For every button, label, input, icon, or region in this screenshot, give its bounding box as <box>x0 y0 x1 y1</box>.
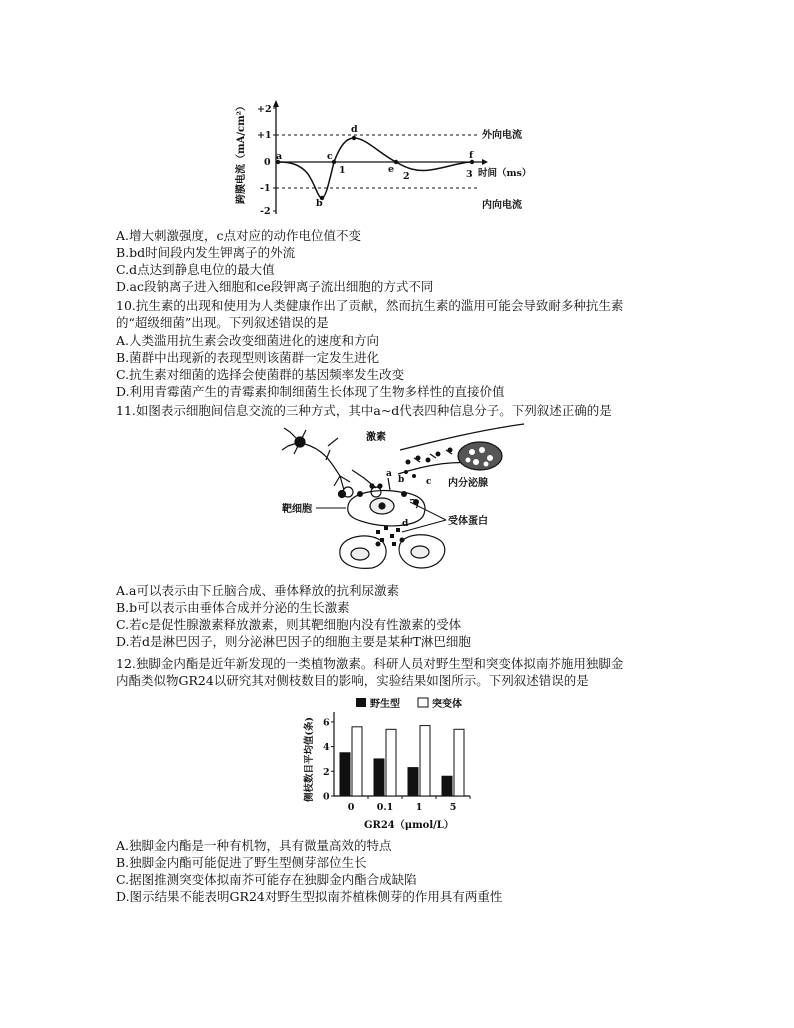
q10-option-a: A.人类滥用抗生素会改变细菌进化的速度和方向 <box>116 333 380 348</box>
lateral-branch-bar-chart <box>300 694 510 832</box>
point-label: f <box>469 150 474 161</box>
q9-option-d: D.ac段钠离子进入细胞和ce段钾离子流出细胞的方式不同 <box>116 279 434 294</box>
endocrine-gland-label: 内分泌腺 <box>448 478 488 489</box>
bar-chart-xlabel: GR24（μmol/L） <box>364 820 454 831</box>
point-label: a <box>276 151 283 162</box>
y-tick: +2 <box>257 104 272 115</box>
q11-option-a: A.a可以表示由下丘脑合成、垂体释放的抗利尿激素 <box>116 583 399 598</box>
bar-wild-type <box>408 768 418 796</box>
diagram-letter-a: a <box>386 469 392 479</box>
current-chart <box>230 98 560 220</box>
bar-mutant <box>454 729 464 796</box>
diagram-letter-c: c <box>426 477 432 487</box>
receptor-label: 受体蛋白 <box>448 516 488 527</box>
q12-option-c: C.据图推测突变体拟南芥可能存在独脚金内酯合成缺陷 <box>116 872 417 887</box>
q9-option-a: A.增大刺激强度，c点对应的动作电位值不变 <box>116 228 362 243</box>
q12-stem-line2: 内酯类似物GR24以研究其对侧枝数目的影响，实验结果如图所示。下列叙述错误的是 <box>116 673 589 688</box>
current-curve <box>278 138 472 198</box>
legend-mutant: 突变体 <box>432 699 462 710</box>
x-tick-label: 5 <box>449 802 457 813</box>
bar-mutant <box>352 727 362 796</box>
diagram-letter-b: b <box>398 475 405 485</box>
y-tick-label: 4 <box>323 742 330 754</box>
q11-option-b: B.b可以表示由垂体合成并分泌的生长激素 <box>116 600 350 615</box>
target-cell-label: 靶细胞 <box>282 504 312 515</box>
x-tick: 3 <box>466 169 473 180</box>
cell-signaling-diagram <box>280 420 530 572</box>
bar-wild-type <box>340 753 350 796</box>
q12-option-b: B.独脚金内酯可能促进了野生型侧芽部位生长 <box>116 855 367 870</box>
legend-wild-type: 野生型 <box>370 699 400 710</box>
bar-chart-ylabel: 侧枝数目平均值(条) <box>304 717 315 802</box>
point-label: c <box>327 151 333 162</box>
bar-wild-type <box>442 776 452 796</box>
x-tick-label: 0 <box>347 802 355 813</box>
y-tick: 0 <box>264 157 271 168</box>
q9-option-b: B.bd时间段内发生钾离子的外流 <box>116 245 296 260</box>
q10-stem-line2: 的“超级细菌”出现。下列叙述错误的是 <box>116 315 329 330</box>
current-chart-ylabel: 跨膜电流（mA/cm²） <box>236 100 247 204</box>
y-tick: -2 <box>260 206 271 217</box>
q10-option-d: D.利用青霉菌产生的青霉素抑制细菌生长体现了生物多样性的直接价值 <box>116 384 505 399</box>
outward-label: 外向电流 <box>482 130 522 141</box>
q10-option-b: B.菌群中出现新的表现型则该菌群一定发生进化 <box>116 350 380 365</box>
y-tick: +1 <box>257 130 272 141</box>
x-tick: 1 <box>339 165 346 176</box>
y-tick-label: 0 <box>323 791 330 803</box>
bar-mutant <box>420 726 430 796</box>
q11-option-d: D.若d是淋巴因子，则分泌淋巴因子的细胞主要是某种T淋巴细胞 <box>116 634 471 649</box>
y-tick-label: 6 <box>323 717 330 729</box>
q10-stem-line1: 10.抗生素的出现和使用为人类健康作出了贡献，然而抗生素的滥用可能会导致耐多种抗生素 <box>116 298 624 313</box>
bar-wild-type <box>374 759 384 796</box>
x-axis-label: 时间（ms） <box>478 168 532 179</box>
bar-mutant <box>386 729 396 796</box>
point-label: d <box>351 124 358 135</box>
hormone-label: 激素 <box>366 432 386 443</box>
y-tick-label: 2 <box>323 766 330 778</box>
q10-option-c: C.抗生素对细菌的选择会使菌群的基因频率发生改变 <box>116 367 405 382</box>
x-tick: 2 <box>403 171 410 182</box>
point-label: b <box>316 198 323 209</box>
q11-stem: 11.如图表示细胞间信息交流的三种方式，其中a~d代表四种信息分子。下列叙述正确的是 <box>116 403 612 418</box>
q12-stem-line1: 12.独脚金内酯是近年新发现的一类植物激素。科研人员对野生型和突变体拟南芥施用独脚金 <box>116 656 624 671</box>
q12-option-d: D.图示结果不能表明GR24对野生型拟南芥植株侧芽的作用具有两重性 <box>116 889 503 904</box>
x-tick-label: 1 <box>415 802 423 813</box>
y-tick: -1 <box>260 183 271 194</box>
q9-option-c: C.d点达到静息电位的最大值 <box>116 262 275 277</box>
x-tick-label: 0.1 <box>376 802 394 813</box>
inward-label: 内向电流 <box>482 200 522 211</box>
point-label: e <box>388 164 395 175</box>
q12-option-a: A.独脚金内酯是一种有机物，具有微量高效的特点 <box>116 838 392 853</box>
diagram-letter-d: d <box>402 519 409 529</box>
q11-option-c: C.若c是促性腺激素释放激素，则其靶细胞内没有性激素的受体 <box>116 617 462 632</box>
